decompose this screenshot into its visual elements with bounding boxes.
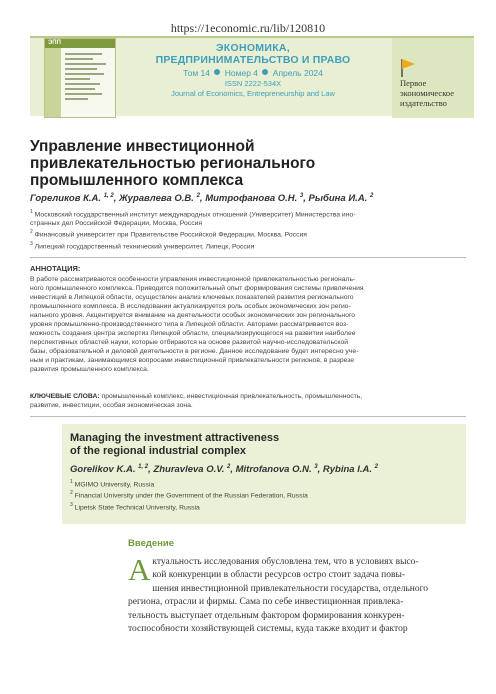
journal-cover-thumbnail	[44, 38, 116, 118]
intro-body: А ктуальность исследования обусловлена тем, что в условиях высо- кой конкуренции в области ресурсов остро стоит задача повы- шения инвестиционной привлекательности государства, отдельного региона, отрасли и фирмы. Сама по себе инвестиционная привлека- тельность выступает отдельным фактором формирования конкурен- тоспособности хозяйствующей системы, куда также входит и фактор	[128, 552, 429, 635]
abstract-text: В работе рассматриваются особенности управления инвестиционной привлекательностью региональ- ного промышленного комплекса. Приводится положительный опыт формирования системы привлечения инвестиций в Липецкой области, осуществлен анализ ключевых показателей развития регионального промышленного комплекса. В исследовании актуализируется роль особых экономических зон регио- нального уровня. Акцентируется внимание на деятельности особых экономических зон регионального уровня промышленно-производственного типа в Липецкой области. Авторами рассматривается воз- можность создания центра экспертиз Липецкой области, специализирующегося на развитии наиболее перспективных областей науки, которые отбираются на основе развитой научно-исследовательской базы, образовательной и деловой деятельности в регионе. Данное исследование будет интересно уче- ным и практикам, занимающимся вопросами инвестиционной привлекательности регионов, в разрезе развития промышленного комплекса.	[30, 276, 364, 374]
date: Апрель 2024	[272, 68, 323, 78]
bullet-icon	[214, 69, 220, 75]
cover-side-band	[45, 48, 61, 118]
publisher-name: Первое экономическое издательство	[400, 78, 455, 108]
journal-title-line2: ПРЕДПРИНИМАТЕЛЬСТВО И ПРАВО	[155, 54, 351, 66]
divider	[30, 416, 466, 417]
english-title: Managing the investment attractiveness of the regional industrial complex	[70, 432, 280, 457]
journal-title-en: Journal of Economics, Entrepreneurship and Law	[171, 89, 335, 98]
journal-info	[130, 42, 376, 99]
cover-logo: ЭПП	[48, 40, 61, 46]
publisher-block	[392, 38, 474, 118]
divider	[30, 257, 466, 258]
issue-info	[130, 68, 376, 79]
dropcap: А	[128, 552, 151, 587]
affiliations-en: $^1$ MGIMO University, Russia $^2$ Financial University under the Government of the Russian Federation, Russia $^3$ Lipetsk State Technical University, Russia	[70, 479, 308, 511]
journal-header	[30, 36, 474, 116]
journal-title-line1: ЭКОНОМИКА,	[216, 42, 290, 54]
intro-heading: Введение	[128, 538, 175, 549]
abstract-label: АННОТАЦИЯ:	[30, 264, 81, 273]
affiliations-ru: $^1$ Московский государственный институт международных отношений (Университет) Министерства ино- странных дел Российской Федерации, Москва, Россия $^2$ Финансовый университет при Правительстве Российской Федерации, Москва, Россия $^3$ Липецкий государственный технический университет, Липецк, Россия	[30, 209, 356, 250]
article-title: Управление инвестиционной привлекательностью регионального промышленного комплекса	[30, 138, 316, 189]
issn: ISSN 2222-534X	[224, 79, 282, 88]
keywords-label: КЛЮЧЕВЫЕ СЛОВА:	[30, 393, 100, 400]
authors-ru: Гореликов К.А. $^{1, 2}$, Журавлева О.В. $^2$, Митрофанова О.Н. $^3$, Рыбина И.А. $^2$	[30, 193, 374, 205]
english-summary	[62, 424, 466, 524]
flag-icon	[400, 58, 416, 78]
article-url[interactable]: https://1economic.ru/lib/120810	[170, 21, 326, 35]
volume: Том 14	[183, 68, 211, 78]
authors-en: Gorelikov K.A. $^{1, 2}$, Zhuravleva O.V. $^2$, Mitrofanova O.N. $^3$, Rybina I.A. $^2$	[70, 464, 378, 476]
keywords: КЛЮЧЕВЫЕ СЛОВА: промышленный комплекс, инвестиционная привлекательность, промышленность, развитие, инвестиции, особая экономическая зона.	[30, 393, 363, 409]
number: Номер 4	[224, 68, 259, 78]
bullet-icon	[262, 69, 268, 75]
cover-text-lines	[65, 53, 111, 103]
